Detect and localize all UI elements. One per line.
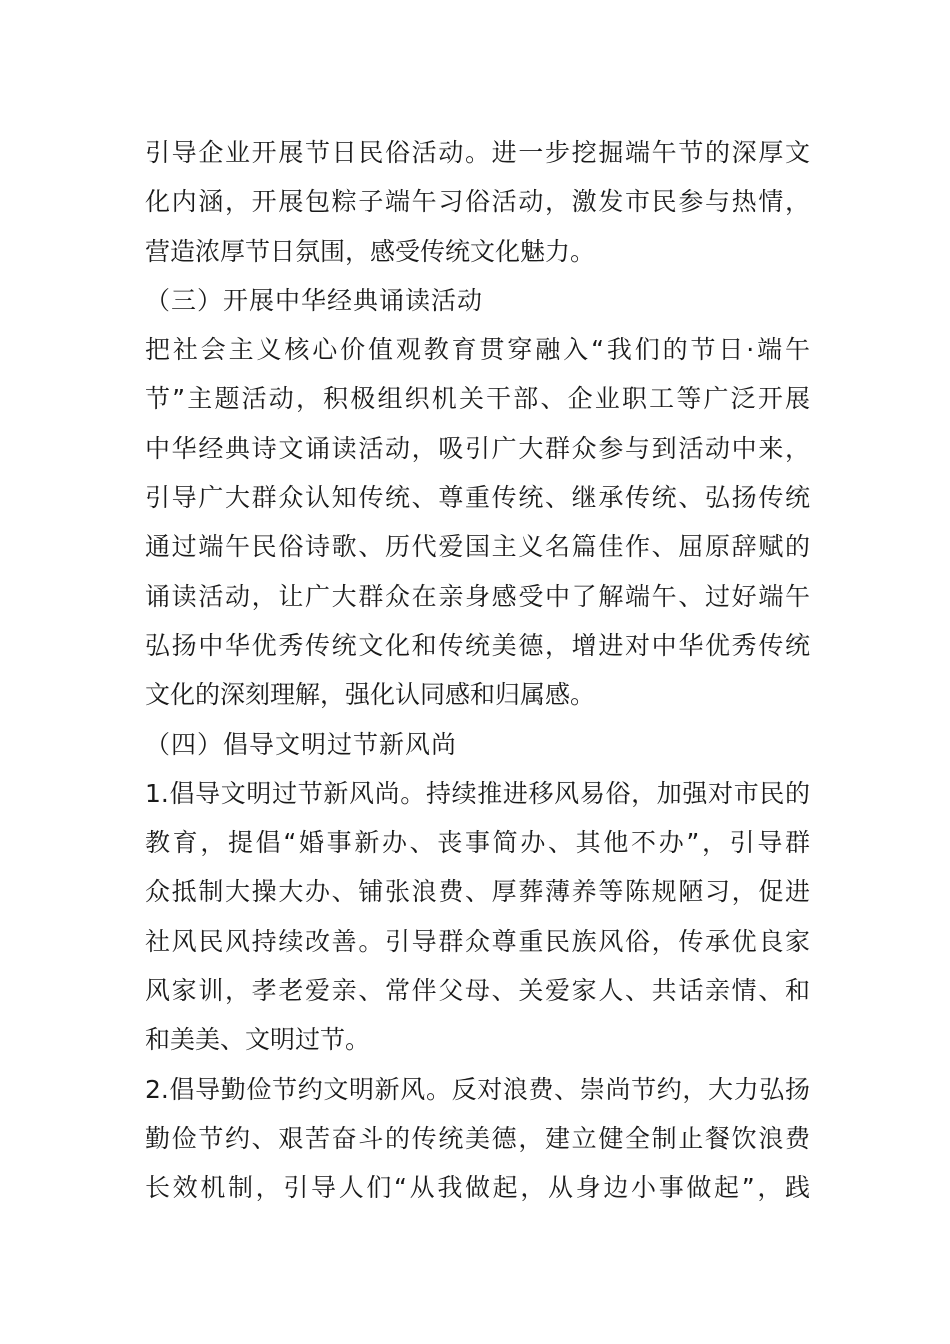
paragraph-line: 通过端午民俗诗歌、历代爱国主义名篇佳作、屈原辞赋的 (145, 532, 810, 562)
paragraph-line: 社风民风持续改善。引导群众尊重民族风俗，传承优良家 (145, 926, 810, 956)
paragraph-line: 引导企业开展节日民俗活动。进一步挖掘端午节的深厚文 (145, 138, 810, 167)
paragraph-line: 引导广大群众认知传统、尊重传统、继承传统、弘扬传统 (145, 483, 810, 513)
paragraph-line: 化内涵，开展包粽子端午习俗活动，激发市民参与热情， (145, 187, 810, 217)
paragraph-line: 中华经典诗文诵读活动，吸引广大群众参与到活动中来， (145, 433, 810, 463)
paragraph-line: 把社会主义核心价值观教育贯穿融入“我们的节日·端午 (145, 335, 810, 365)
document-body (145, 128, 810, 1213)
section-heading: （四）倡导文明过节新风尚 (145, 729, 458, 759)
paragraph-line: 众抵制大操大办、铺张浪费、厚葬薄养等陈规陋习，促进 (145, 877, 810, 907)
paragraph-line: 勤俭节约、艰苦奋斗的传统美德，建立健全制止餐饮浪费 (145, 1123, 810, 1153)
paragraph-line: 弘扬中华优秀传统文化和传统美德，增进对中华优秀传统 (145, 630, 810, 660)
paragraph-line: 营造浓厚节日氛围，感受传统文化魅力。 (145, 236, 596, 266)
paragraph-line: 诵读活动，让广大群众在亲身感受中了解端午、过好端午 (145, 581, 810, 611)
section-heading: （三）开展中华经典诵读活动 (145, 285, 484, 315)
paragraph-line: 教育，提倡“婚事新办、丧事简办、其他不办”，引导群 (145, 828, 810, 858)
paragraph-line: 2.倡导勤俭节约文明新风。反对浪费、崇尚节约，大力弘扬 (145, 1074, 810, 1104)
paragraph-line: 风家训，孝老爱亲、常伴父母、关爱家人、共话亲情、和 (145, 976, 810, 1006)
paragraph-line: 和美美、文明过节。 (145, 1025, 371, 1055)
paragraph-line: 文化的深刻理解，强化认同感和归属感。 (145, 680, 596, 710)
paragraph-line: 1.倡导文明过节新风尚。持续推进移风易俗，加强对市民的 (145, 778, 810, 808)
paragraph-line: 节”主题活动，积极组织机关干部、企业职工等广泛开展 (145, 384, 810, 414)
paragraph-line: 长效机制，引导人们“从我做起，从身边小事做起”，践 (145, 1173, 810, 1203)
